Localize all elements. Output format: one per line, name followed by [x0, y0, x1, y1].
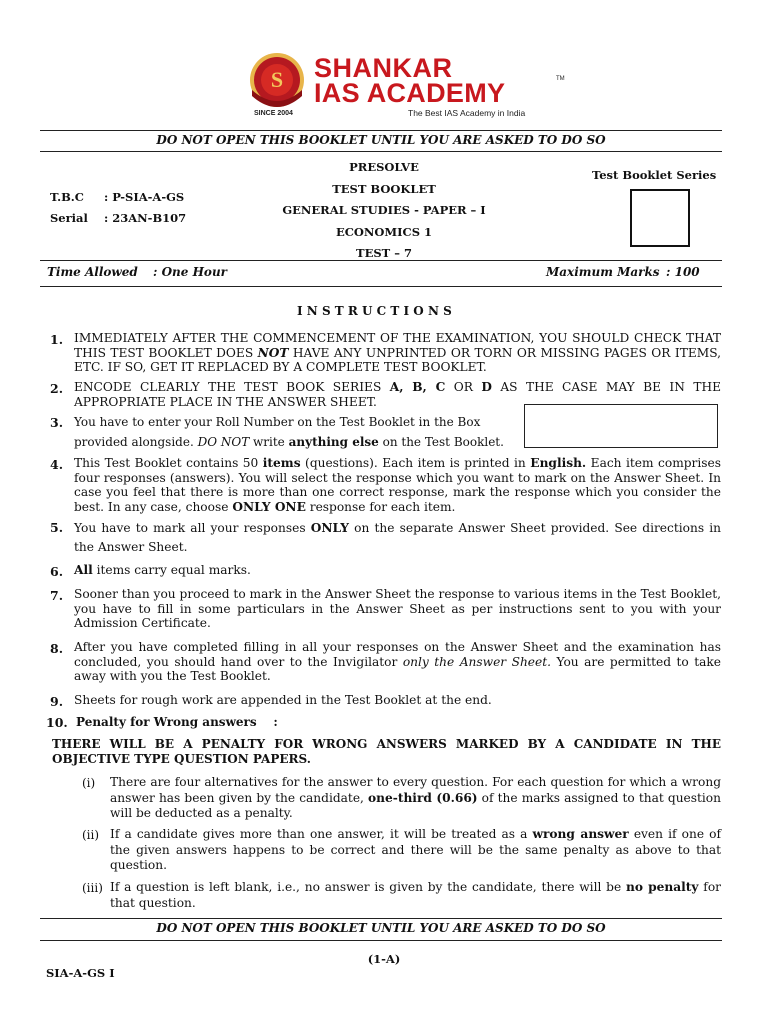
svg-text:S: S [270, 67, 284, 92]
penalty-heading: THERE WILL BE A PENALTY FOR WRONG ANSWERS MARKED BY A CANDIDATE IN THE OBJECTIVE TYPE QUESTION PAPERS. [52, 737, 721, 766]
roll-number-box[interactable] [524, 404, 718, 448]
divider [40, 151, 722, 152]
item-number: 4. [50, 457, 64, 472]
max-marks-value: : 100 [666, 265, 700, 279]
item-number: 7. [50, 588, 64, 603]
booklet-line-subject: ECONOMICS 1 [335, 224, 433, 239]
serial-value: : 23AN-B107 [104, 211, 187, 225]
instruction-7: Sooner than you proceed to mark in the Answer Sheet the response to various items in the Test Booklet, you have to fill in some particulars in the Answer Sheet as per instructions sent to you with your Admission Certificate. [74, 587, 721, 630]
booklet-line-presolve: PRESOLVE [349, 160, 419, 174]
since-label: SINCE 2004 [254, 110, 293, 117]
warning-top: DO NOT OPEN THIS BOOKLET UNTIL YOU ARE ASKED TO DO SO [156, 133, 606, 147]
instruction-3-line-2: provided alongside. DO NOT write anything else on the Test Booklet. [74, 435, 504, 449]
instruction-5: You have to mark all your responses ONLY on the separate Answer Sheet provided. See directions in the Answer Sheet. [74, 521, 721, 554]
brand-line-2: IAS ACADEMY [314, 78, 506, 108]
instruction-3-line-1: You have to enter your Roll Number on the Test Booklet in the Box [74, 415, 481, 429]
penalty-title: Penalty for Wrong answers : [76, 715, 278, 729]
instruction-4: This Test Booklet contains 50 items (questions). Each item is printed in English. Each item comprises four responses (answers). You will select the response which you want to mark on the Answer Sheet. In case you feel that there is more than one correct response, mark the response which you consider the best. In any case, choose ONLY ONE response for each item. [74, 456, 721, 514]
item-number: 9. [50, 694, 64, 709]
tagline: The Best IAS Academy in India [408, 108, 526, 118]
tbc-value: : P-SIA-A-GS [104, 190, 185, 204]
warning-bottom: DO NOT OPEN THIS BOOKLET UNTIL YOU ARE ASKED TO DO SO [156, 921, 606, 935]
booklet-titles [250, 157, 518, 265]
instructions-title: I N S T R U C T I O N S [297, 304, 452, 318]
booklet-line-paper: GENERAL STUDIES - PAPER – I [282, 203, 486, 217]
divider [40, 260, 722, 261]
item-number: 2. [50, 381, 64, 396]
instruction-1: IMMEDIATELY AFTER THE COMMENCEMENT OF THE EXAMINATION, YOU SHOULD CHECK THAT THIS TEST BOOKLET DOES NOT HAVE ANY UNPRINTED OR TORN OR MISSING PAGES OR ITEMS, ETC. IF SO, GET IT REPLACED BY A COMPLETE TEST BOOKLET. [74, 331, 721, 374]
item-number: 6. [50, 564, 64, 579]
max-marks-label: Maximum Marks [546, 265, 660, 279]
item-number: 8. [50, 641, 64, 656]
instruction-2: ENCODE CLEARLY THE TEST BOOK SERIES A, B, C OR D AS THE CASE MAY BE IN THE APPROPRIATE PLACE IN THE ANSWER SHEET. [74, 380, 721, 409]
penalty-rule-ii: If a candidate gives more than one answer, it will be treated as a wrong answer even if one of the given answers happens to be correct and there will be the same penalty as above to that question. [110, 827, 722, 872]
brand-line-1: SHANKAR [314, 53, 453, 83]
penalty-rule-i: There are four alternatives for the answer to every question. For each question for which a wrong answer has been given by the candidate, one-third (0.66) of the marks assigned to that question will be deducted as a penalty. [110, 775, 721, 820]
paper-code: SIA-A-GS I [46, 966, 115, 980]
page-number: (1-A) [367, 952, 401, 966]
item-number: 1. [50, 332, 64, 347]
item-number: 5. [50, 520, 64, 535]
divider [40, 286, 722, 287]
academy-logo [240, 48, 570, 120]
series-box[interactable] [630, 189, 690, 247]
item-number: 10. [46, 715, 68, 730]
item-number: 3. [50, 415, 64, 430]
sub-item-number: (iii) [82, 881, 103, 895]
divider [40, 940, 722, 941]
divider [40, 130, 722, 131]
trademark: TM [556, 76, 565, 82]
sub-item-number: (ii) [82, 828, 100, 842]
sub-item-number: (i) [82, 776, 96, 790]
time-allowed-label: Time Allowed [47, 265, 138, 279]
instruction-6: All items carry equal marks. [74, 563, 251, 577]
booklet-line-test-booklet: TEST BOOKLET [332, 181, 436, 196]
serial-label: Serial [50, 211, 88, 225]
booklet-line-test-number: TEST – 7 [356, 246, 412, 260]
penalty-rule-iii: If a question is left blank, i.e., no answer is given by the candidate, there will be no penalty for that question. [110, 880, 721, 910]
divider [40, 918, 722, 919]
tbc-label: T.B.C [50, 190, 84, 204]
academy-emblem [246, 50, 308, 116]
series-label: Test Booklet Series [592, 168, 717, 182]
instruction-9: Sheets for rough work are appended in the Test Booklet at the end. [74, 693, 492, 707]
instruction-8: After you have completed filling in all your responses on the Answer Sheet and the examination has concluded, you should hand over to the Invigilator only the Answer Sheet. You are permitted to take away with you the Test Booklet. [74, 640, 721, 683]
time-allowed-value: : One Hour [153, 265, 227, 279]
